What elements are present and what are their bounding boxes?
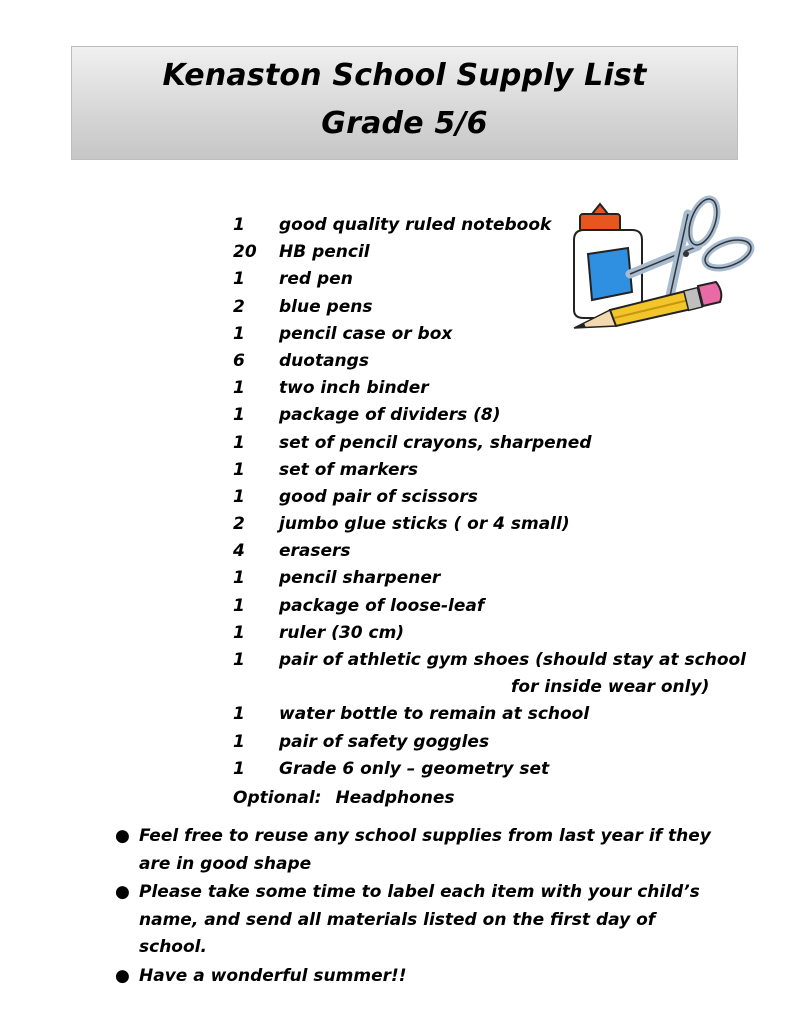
bullet-icon: ● [115, 826, 130, 846]
list-item [233, 430, 713, 457]
list-item [233, 484, 713, 511]
item-quantity: 1 [233, 432, 245, 453]
list-item [233, 348, 713, 375]
item-name: ruler (30 cm) [279, 622, 405, 643]
item-quantity: 1 [233, 486, 245, 507]
list-item [233, 266, 713, 293]
list-item [233, 538, 713, 565]
page-subtitle: Grade 5/6 [321, 106, 488, 141]
item-name: HB pencil [279, 242, 370, 263]
item-quantity: 2 [233, 514, 245, 535]
item-name: package of dividers (8) [279, 405, 501, 426]
item-name: water bottle to remain at school [279, 704, 590, 725]
bullet-icon: ● [115, 882, 130, 902]
item-name: Grade 6 only – geometry set [279, 758, 550, 779]
list-item [233, 294, 713, 321]
list-item [233, 321, 713, 348]
item-name: set of markers [279, 459, 418, 480]
list-item [233, 756, 713, 783]
item-quantity: 1 [233, 459, 245, 480]
item-name: pencil sharpener [279, 568, 441, 589]
item-quantity: 1 [233, 269, 245, 290]
list-item [233, 239, 713, 266]
list-item [233, 701, 713, 728]
list-item [233, 620, 713, 647]
list-item [233, 729, 713, 756]
item-quantity: 6 [233, 350, 245, 371]
note-text: Feel free to reuse any school supplies from last year if they are in good shape [139, 826, 711, 874]
list-item [115, 823, 715, 878]
note-text: Please take some time to label each item with your child’s name, and send all materials listed on the first day of school. [139, 882, 700, 957]
optional-value: Headphones [335, 788, 455, 808]
list-item [233, 593, 713, 620]
item-name: good quality ruled notebook [279, 215, 552, 235]
item-quantity: 1 [233, 323, 245, 344]
list-item [233, 375, 713, 402]
item-name: pencil case or box [279, 323, 453, 344]
item-name: duotangs [279, 350, 369, 371]
title-banner [71, 46, 738, 160]
item-quantity: 1 [233, 568, 245, 589]
item-quantity: 1 [233, 405, 245, 426]
list-item [115, 963, 715, 991]
bullet-icon: ● [115, 965, 130, 986]
item-name: good pair of scissors [279, 486, 478, 507]
item-name: package of loose-leaf [279, 595, 485, 616]
list-item [233, 565, 713, 592]
item-name: pair of safety goggles [279, 731, 490, 752]
page-title: Kenaston School Supply List [162, 58, 647, 93]
item-quantity: 2 [233, 296, 245, 317]
item-quantity: 1 [233, 595, 245, 616]
supply-list [233, 212, 747, 783]
item-quantity: 1 [233, 622, 245, 643]
item-quantity: 1 [233, 378, 245, 399]
optional-line [233, 785, 455, 812]
item-quantity: 1 [233, 215, 245, 235]
item-name: blue pens [279, 296, 373, 317]
item-quantity: 1 [233, 704, 245, 725]
item-name: jumbo glue sticks ( or 4 small) [279, 514, 570, 535]
item-name: two inch binder [279, 378, 429, 399]
list-item [233, 457, 713, 484]
item-quantity: 4 [233, 541, 245, 562]
list-item [115, 879, 715, 962]
item-quantity: 1 [233, 731, 245, 752]
optional-label: Optional: [233, 788, 322, 808]
item-name: erasers [279, 541, 351, 562]
item-quantity: 20 [233, 242, 257, 263]
notes-list [115, 823, 715, 991]
list-item-continuation [233, 674, 713, 701]
item-quantity: 1 [233, 650, 245, 670]
note-text: Have a wonderful summer!! [139, 965, 407, 986]
item-quantity: 1 [233, 758, 245, 779]
item-name: red pen [279, 269, 353, 290]
item-name: set of pencil crayons, sharpened [279, 432, 592, 453]
item-name: pair of athletic gym shoes (should stay at school [279, 650, 747, 670]
item-name-continuation: for inside wear only) [511, 677, 710, 698]
list-item [233, 511, 713, 538]
list-item [233, 647, 747, 674]
list-item [233, 402, 713, 429]
list-item [233, 212, 713, 239]
